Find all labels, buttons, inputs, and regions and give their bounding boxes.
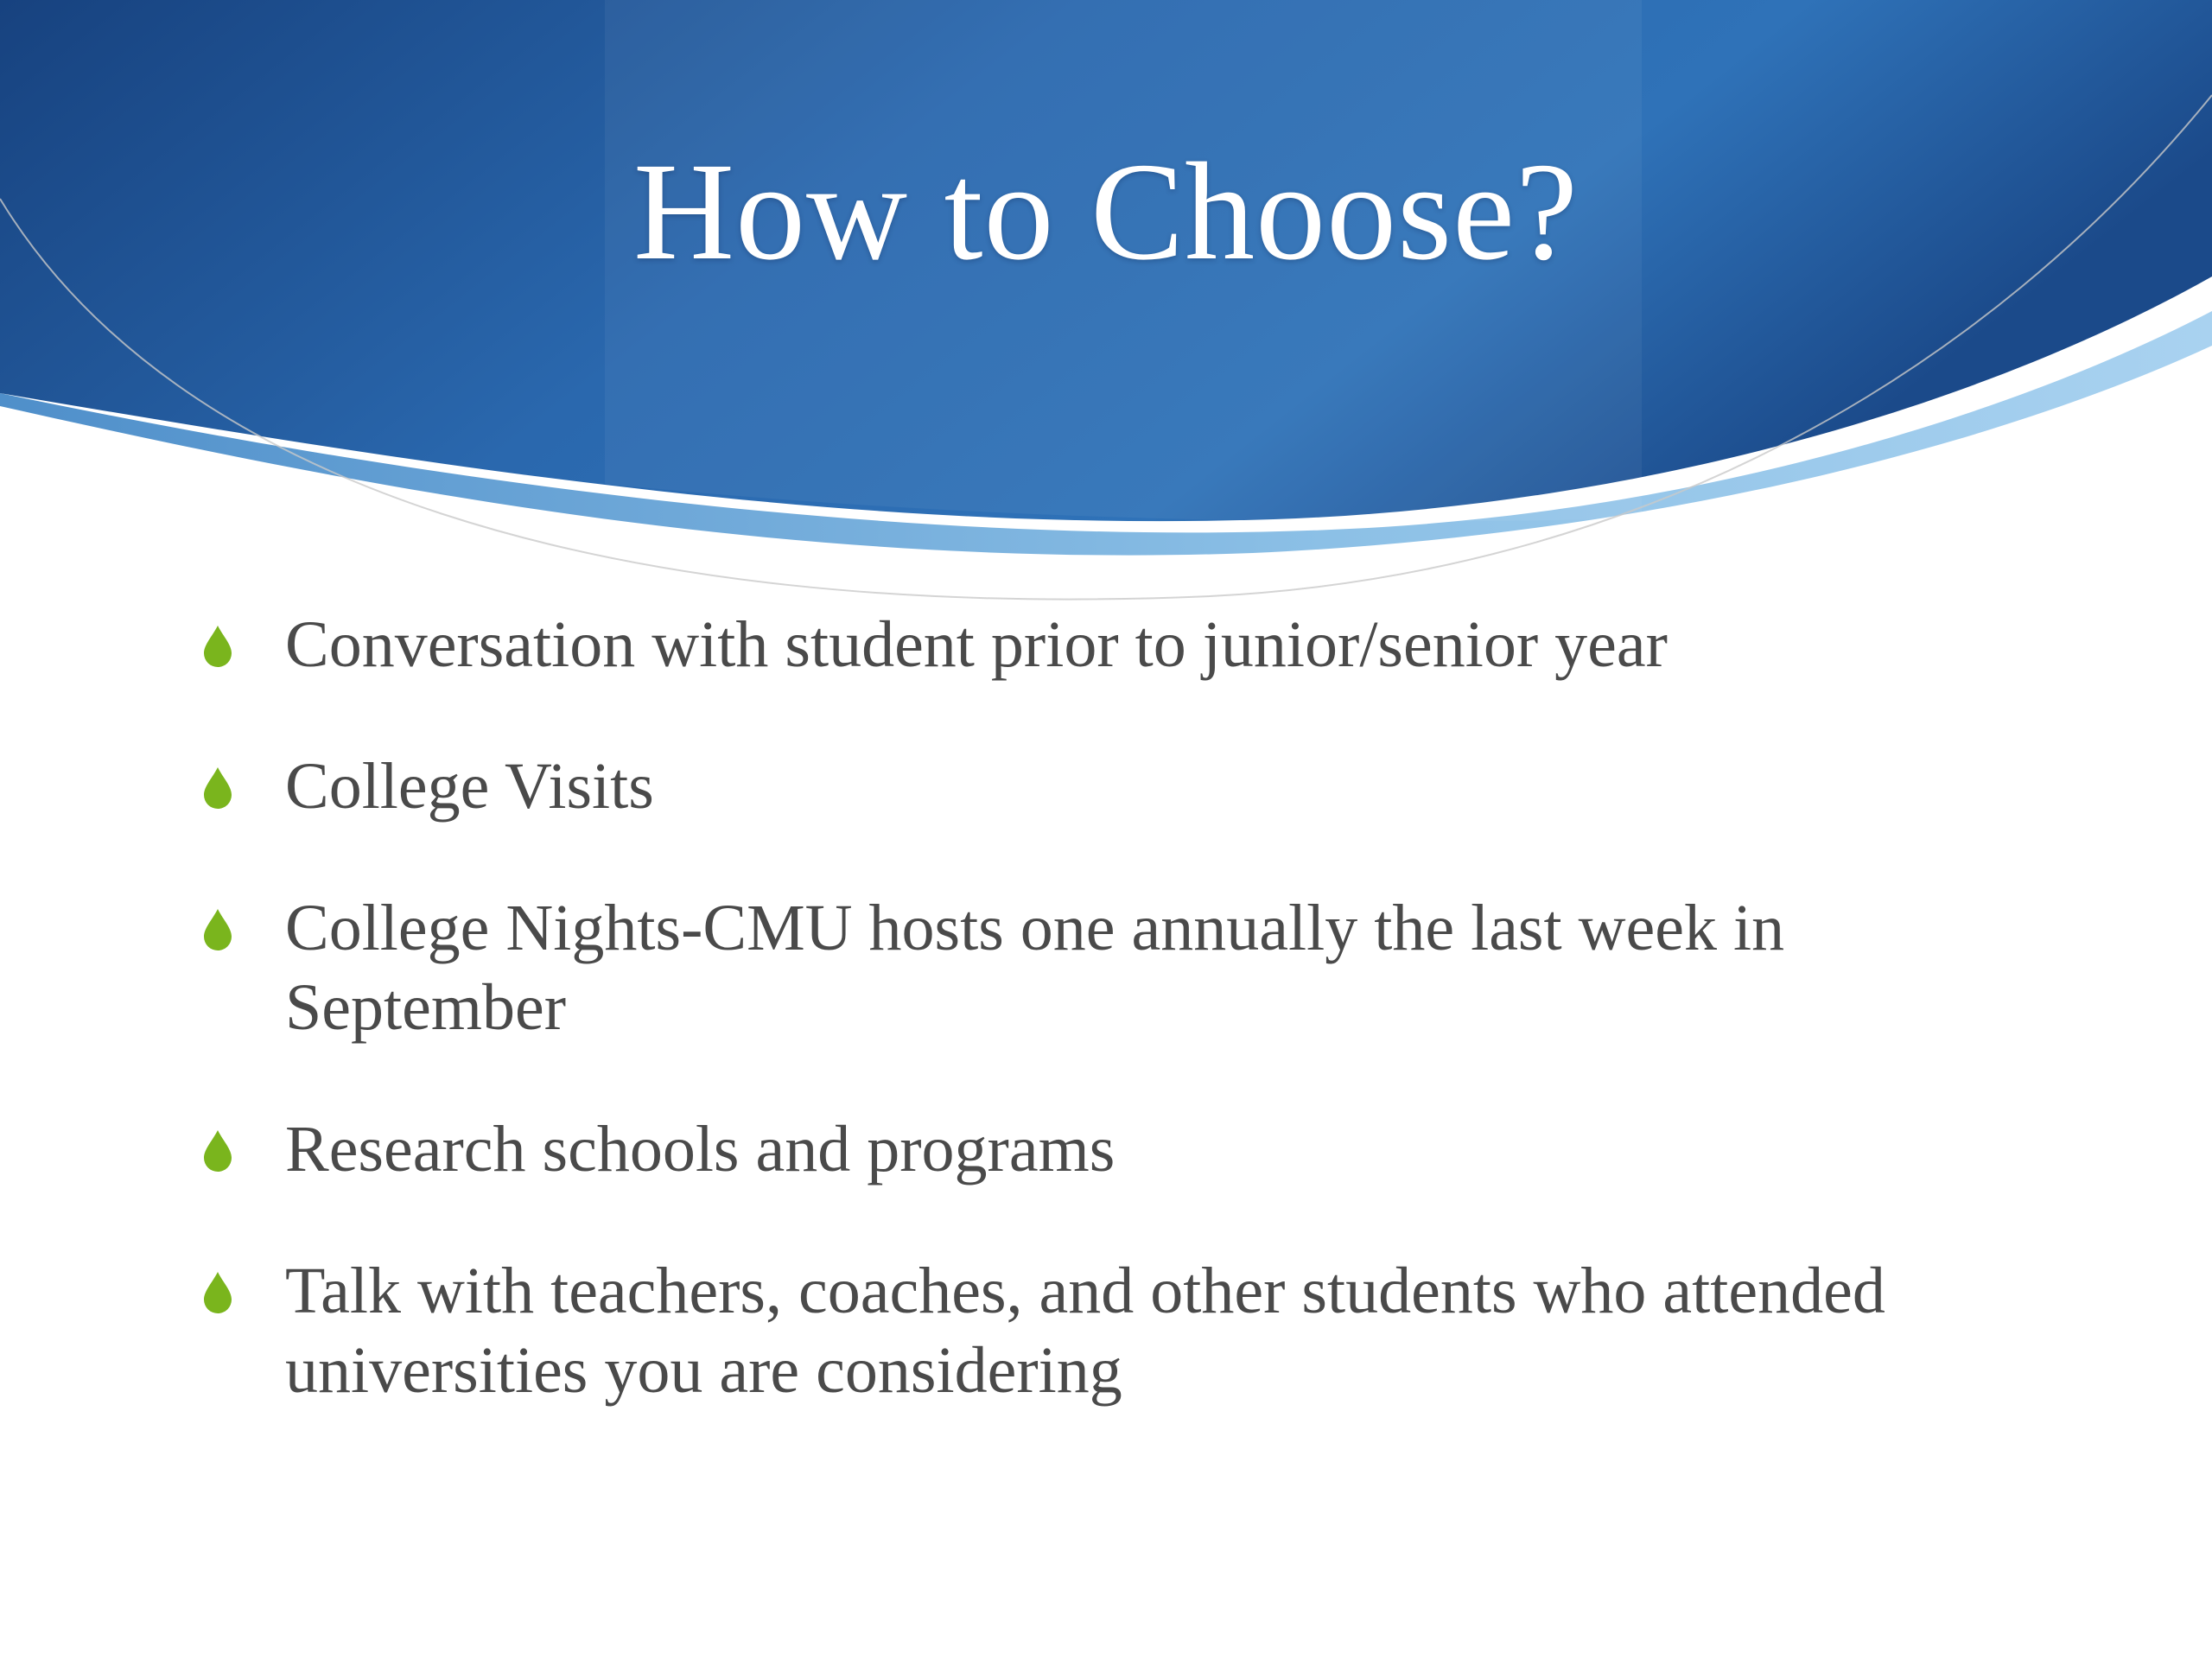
list-item [197, 747, 2081, 826]
list-item [197, 605, 2081, 684]
list-item [197, 1251, 2081, 1410]
slide-title: How to Choose? [633, 135, 1579, 289]
bullet-text: College Visits [285, 750, 654, 823]
list-item [197, 888, 2081, 1047]
bullet-text: Conversation with student prior to junior/senior year [285, 608, 1668, 681]
green-drop-icon [202, 1128, 233, 1173]
green-drop-icon [202, 766, 233, 810]
green-drop-icon [202, 907, 233, 952]
bullet-text: Talk with teachers, coaches, and other students who attended universities you are considering [285, 1255, 1885, 1407]
bullet-list [197, 605, 2081, 1472]
bullet-text: College Nights-CMU hosts one annually the last week in September [285, 892, 1785, 1044]
green-drop-icon [202, 624, 233, 669]
bullet-text: Research schools and programs [285, 1113, 1116, 1185]
header-wave-background [0, 0, 2212, 622]
list-item [197, 1109, 2081, 1189]
green-drop-icon [202, 1270, 233, 1315]
